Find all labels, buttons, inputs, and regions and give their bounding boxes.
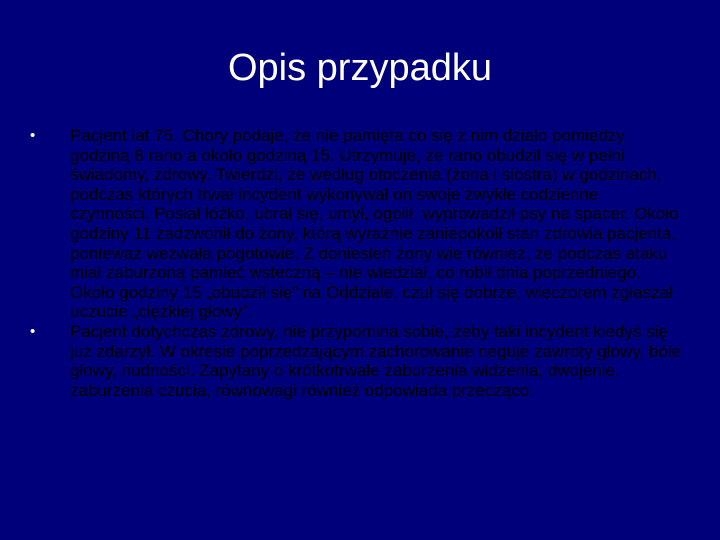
bullet-list — [30, 126, 682, 400]
bullet-text: Pacjent dotychczas zdrowy, nie przypomina sobie, żeby taki incydent kiedyś się już zdarzył. W okresie poprzedzającym zachorowanie neguje zawroty głowy, bóle głowy, nudności. Zapytany o krótkotrwałe zaburzenia widzenia, dwojenie, zaburzenia czucia, równowagi również odpowiada przecząco. — [70, 321, 682, 400]
bullet-item — [30, 322, 682, 400]
bullet-item — [30, 126, 682, 322]
bullet-text: Pacjent lat 75. Chory podaje, że nie pamięta co się z nim działo pomiędzy godziną 8 rano a około godziną 15. Utrzymuje, że rano obudził się w pełni świadomy, zdrowy. Twierdzi, że według otoczenia (żona i siostra) w godzinach, podczas których trwał incydent wykonywał on swoje zwykłe codzienne czynności. Posłał łóżko, ubrał się, umył, ogolił, wyprowadził psy na spacer. Około godziny 11 zadzwonił do żony, którą wyraźnie zaniepokoił stan zdrowia pacjenta, ponieważ wezwała pogotowie. Z doniesień żony wie również, że podczas ataku miał zaburzoną pamięć wsteczną – nie wiedział, co robił dnia poprzedniego. Około godziny 15 „obudził się” na Oddziale, czuł się dobrze, wieczorem zgłaszał uczucie „ciężkiej głowy”. — [70, 126, 679, 322]
bullet-marker: • — [30, 322, 36, 340]
slide-title: Opis przypadku — [227, 47, 492, 89]
bullet-marker: • — [30, 127, 36, 144]
